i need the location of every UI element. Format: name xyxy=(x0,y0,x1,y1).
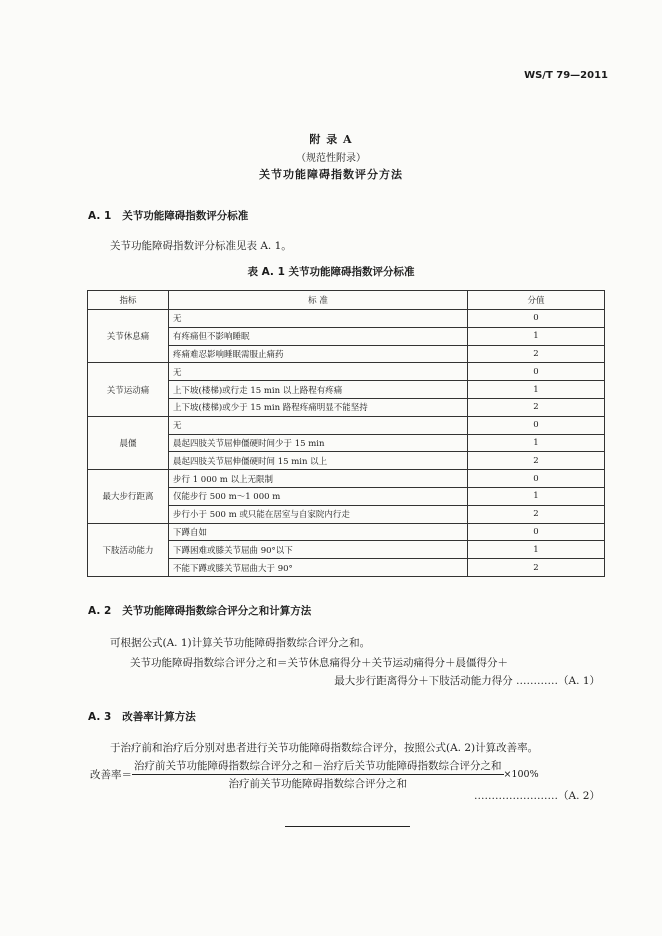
section-number: A. 2 xyxy=(88,605,112,617)
col-header-criterion: 标 准 xyxy=(169,291,468,310)
criterion-cell: 晨起四肢关节屈伸僵硬时间少于 15 min xyxy=(169,434,468,452)
formula-denominator: 治疗前关节功能障碍指数综合评分之和 xyxy=(228,778,407,790)
score-cell: 0 xyxy=(468,470,605,488)
formula-a1-line1: 关节功能障碍指数综合评分之和＝关节休息痛得分＋关节运动痛得分＋晨僵得分＋ xyxy=(130,657,508,669)
standard-number: WS/T 79—2011 xyxy=(524,70,608,81)
table-row xyxy=(88,470,605,488)
formula-a2 xyxy=(90,758,539,791)
score-cell: 1 xyxy=(468,327,605,345)
criterion-cell: 疼痛难忍影响睡眠需服止痛药 xyxy=(169,345,468,363)
criterion-cell: 无 xyxy=(169,310,468,328)
criterion-cell: 步行小于 500 m 或只能在居室与自家院内行走 xyxy=(169,505,468,523)
table-row xyxy=(88,310,605,328)
criterion-cell: 下蹲自如 xyxy=(169,523,468,541)
indicator-cell: 关节休息痛 xyxy=(88,310,169,363)
appendix-nature: （规范性附录） xyxy=(296,153,366,164)
table-row xyxy=(88,523,605,541)
score-cell: 1 xyxy=(468,381,605,399)
criterion-cell: 下蹲困难或膝关节屈曲 90°以下 xyxy=(169,541,468,559)
section-a2-text: 可根据公式(A. 1)计算关节功能障碍指数综合评分之和。 xyxy=(110,637,371,649)
score-cell: 0 xyxy=(468,363,605,381)
score-cell: 1 xyxy=(468,434,605,452)
score-cell: 0 xyxy=(468,416,605,434)
end-rule xyxy=(285,826,410,827)
appendix-name: 关节功能障碍指数评分方法 xyxy=(259,168,403,181)
table-caption: 表 A. 1 关节功能障碍指数评分标准 xyxy=(247,266,415,278)
criterion-cell: 无 xyxy=(169,363,468,381)
criterion-cell: 无 xyxy=(169,416,468,434)
col-header-score: 分值 xyxy=(468,291,605,310)
score-cell: 0 xyxy=(468,310,605,328)
formula-lhs: 改善率＝ xyxy=(90,769,132,781)
section-a3-text: 于治疗前和治疗后分别对患者进行关节功能障碍指数综合评分，按照公式(A. 2)计算改善率。 xyxy=(110,742,539,754)
criterion-cell: 步行 1 000 m 以上无限制 xyxy=(169,470,468,488)
table-body xyxy=(88,310,605,577)
formula-fraction xyxy=(132,758,504,791)
score-cell: 0 xyxy=(468,523,605,541)
score-cell: 2 xyxy=(468,505,605,523)
formula-numerator: 治疗前关节功能障碍指数综合评分之和－治疗后关节功能障碍指数综合评分之和 xyxy=(132,758,504,775)
criterion-cell: 不能下蹲或膝关节屈曲大于 90° xyxy=(169,559,468,577)
section-a3-heading xyxy=(88,709,196,724)
indicator-cell: 晨僵 xyxy=(88,416,169,469)
criterion-cell: 上下坡(楼梯)或行走 15 min 以上路程有疼痛 xyxy=(169,381,468,399)
indicator-cell: 下肢活动能力 xyxy=(88,523,169,576)
section-title: 关节功能障碍指数综合评分之和计算方法 xyxy=(122,605,312,617)
criterion-cell: 晨起四肢关节屈伸僵硬时间 15 min 以上 xyxy=(169,452,468,470)
section-a1-text: 关节功能障碍指数评分标准见表 A. 1。 xyxy=(110,240,292,252)
score-cell: 1 xyxy=(468,487,605,505)
formula-a1-line2: 最大步行距离得分＋下肢活动能力得分 …………（A. 1） xyxy=(334,675,600,687)
table-header-row xyxy=(88,291,605,310)
score-cell: 2 xyxy=(468,452,605,470)
criterion-cell: 上下坡(楼梯)或少于 15 min 路程疼痛明显不能坚持 xyxy=(169,398,468,416)
section-a2-heading xyxy=(88,603,311,618)
criterion-cell: 仅能步行 500 m～1 000 m xyxy=(169,487,468,505)
indicator-cell: 最大步行距离 xyxy=(88,470,169,523)
section-title: 改善率计算方法 xyxy=(122,711,196,723)
score-cell: 2 xyxy=(468,398,605,416)
table-row xyxy=(88,363,605,381)
indicator-cell: 关节运动痛 xyxy=(88,363,169,416)
criterion-cell: 有疼痛但不影响睡眠 xyxy=(169,327,468,345)
formula-a2-label: ……………………（A. 2） xyxy=(474,790,600,802)
appendix-title: 附 录 A xyxy=(309,133,353,146)
section-a1-heading xyxy=(88,208,248,223)
table-row xyxy=(88,416,605,434)
section-title: 关节功能障碍指数评分标准 xyxy=(122,210,249,222)
col-header-indicator: 指标 xyxy=(88,291,169,310)
section-number: A. 3 xyxy=(88,711,112,723)
formula-factor: ×100% xyxy=(503,769,539,780)
score-cell: 2 xyxy=(468,345,605,363)
score-cell: 2 xyxy=(468,559,605,577)
scoring-table xyxy=(87,290,605,577)
score-cell: 1 xyxy=(468,541,605,559)
section-number: A. 1 xyxy=(88,210,112,222)
